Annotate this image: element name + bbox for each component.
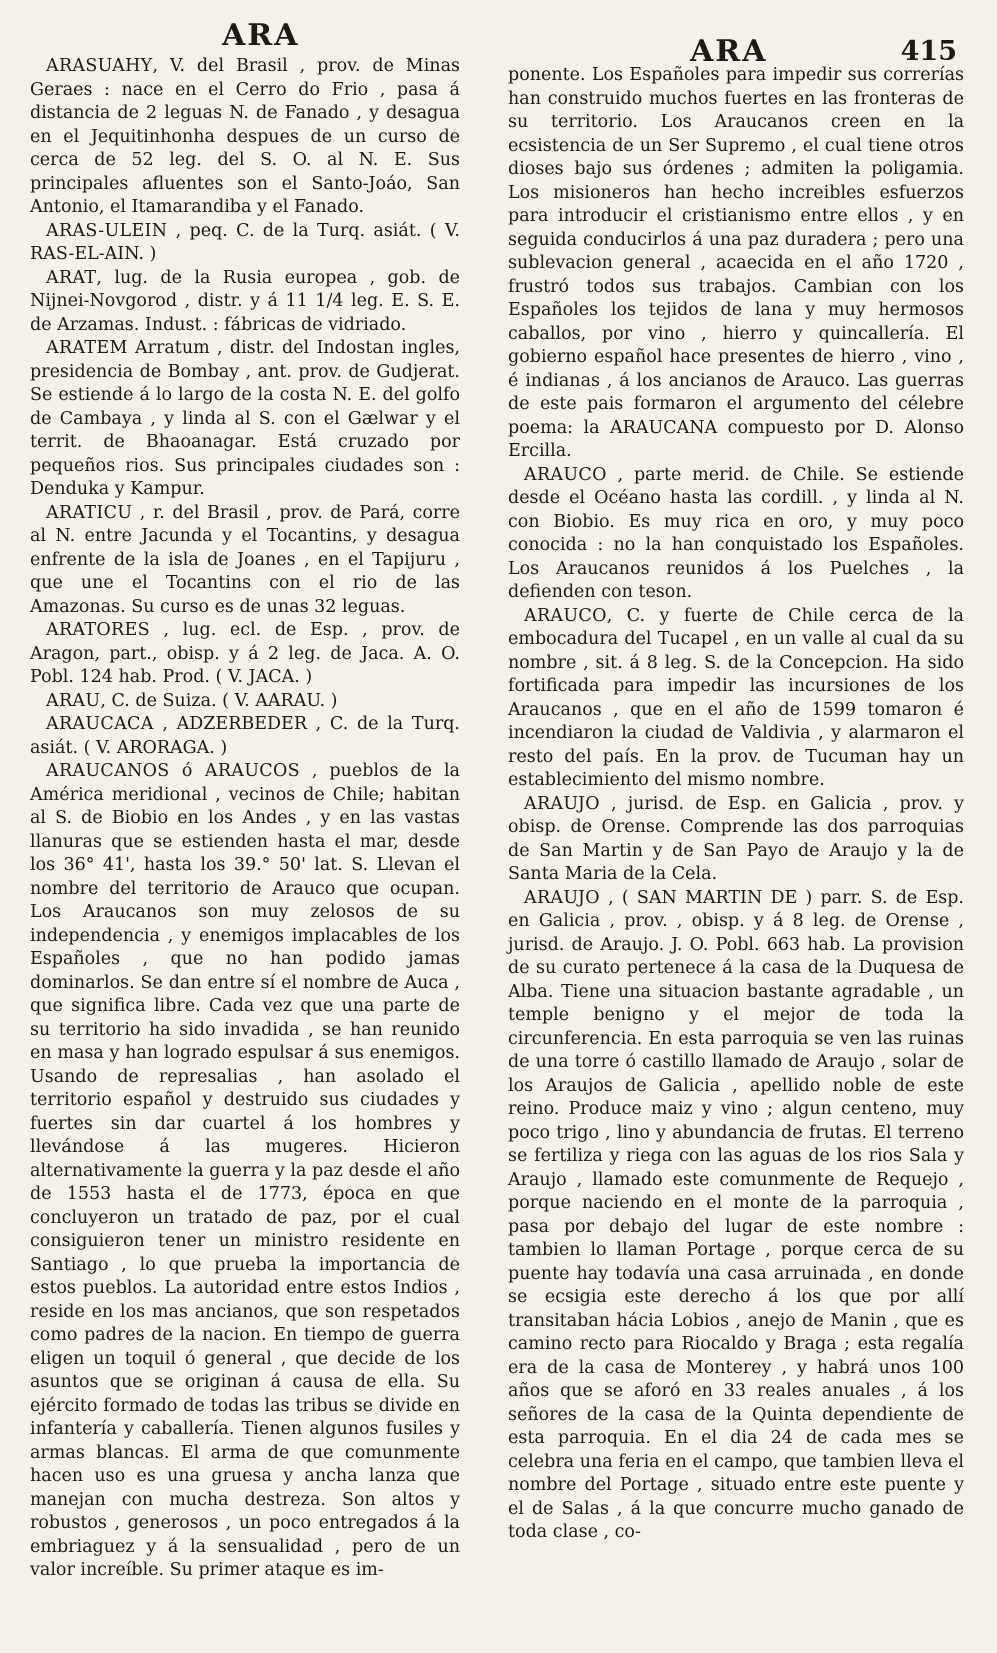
dictionary-entry [508,793,964,887]
dictionary-entry [30,619,460,690]
right-column [508,64,964,1545]
entry-headword: ARAUJO [524,793,600,814]
entry-text: , jurisd. de Esp. en Galicia , prov. y obisp. de Orense. Comprende las dos parroquias de San Martin y de San Payo de Araujo y la de Santa Maria de la Cela. [508,793,964,884]
entry-headword: ARAUCO [524,464,607,485]
entry-headword: ARASUAHY [46,56,153,76]
entry-text: , ( SAN MARTIN DE ) parr. S. de Esp. en Galicia , prov. , obisp. y á 8 leg. de Orense , jurisd. de Araujo. J. O. Pobl. 663 hab. La provision de su curato pertenece á la casa de la Duquesa de Alba. Tiene una situacion bastante agradable , un temple benigno y el mejor de toda la circunferencia. En esta parroquia se ven las ruinas de una torre ó castillo llamado de Araujo , solar de los Araujos de Galicia , apellido noble de este reino. Produce maiz y vino ; algun centeno, muy poco trigo , lino y abundancia de frutas. El terreno se fertiliza y riega con las aguas de los rios Sala y Araujo , llamado este comunmente de Requejo , porque naciendo en el monte de la parroquia , pasa por debajo del lugar de este nombre : tambien lo llaman Portage , porque cerca de su puente hay todavía una casa arruinada , en donde se ecsigia este derecho á los que por allí transitaban hácia Lobios , anejo de Manin , que es camino recto para Riocaldo y Braga ; esta regalía era de la casa de Monterey , y habrá unos 100 años que se aforó en 33 reales anuales , á los señores de la casa de la Quinta dependiente de esta parroquia. En el dia 24 de cada mes se celebra una feria en el campo, que tambien lleva el nombre del Portage , situado entre este puente y el de Salas , á la que concurre mucho ganado de toda clase , co- [508,887,964,1542]
entry-text: , lug. ecl. de Esp. , prov. de Aragon, part., obisp. y á 2 leg. de Jaca. A. O. Pobl. 124 hab. Prod. ( V. JACA. ) [30,620,460,687]
entry-text: , C. y fuerte de Chile cerca de la embocadura del Tucapel , en un valle al cual da su nombre , sit. á 8 leg. S. de la Concepcion. Ha sido fortificada para impedir las incursiones de los Araucanos , que en el año de 1599 tomaron é incendiaron la ciudad de Valdivia , y alarmaron el resto del país. En la prov. de Tucuman hay un establecimiento del mismo nombre. [508,605,964,790]
entry-headword: ARAUJO [524,887,600,908]
dictionary-entry [30,690,460,714]
entry-text: , pueblos de la América meridional , vecinos de Chile; habitan al S. de Biobio en los Andes , y en las vastas llanuras que se estienden hasta el mar, desde los 36° 41', hasta los 39.° 50' lat. S. Llevan el nombre del territorio de Arauco que ocupan. Los Araucanos son muy zelosos de su independencia , y enemigos implacables de los Españoles , que no han podido jamas dominarlos. Se dan entre sí el nombre de Auca , que significa libre. Cada vez que una parte de su territorio ha sido invadida , se han reunido en masa y han logrado espulsar á sus enemigos. Usando de represalias , han asolado el territorio español y destruido sus ciudades y fuertes sin dar cuartel á los hombres y llevándose á las mugeres. Hicieron alternativamente la guerra y la paz desde el año de 1553 hasta el de 1773, época en que concluyeron un tratado de paz, por el cual consiguieron tener un ministro residente en Santiago , lo que prueba la importancia de estos pueblos. La autoridad entre estos Indios , reside en los mas ancianos, que son respetados como padres de la nacion. En tiempo de guerra eligen un toquil ó general , que decide de los asuntos que se originan á causa de ella. Su ejército formado de todas las tribus se divide en infantería y caballería. Tienen algunos fusiles y armas blancas. El arma de que comunmente hacen uso es una gruesa y ancha lanza que manejan con mucha destreza. Son altos y robustos , generosos , un poco entregados á la embriaguez y á la sensualidad , pero de un valor increíble. Su primer ataque es im- [30,761,460,1580]
entry-text: , peq. C. de la Turq. asiát. ( V. RAS-EL-AIN. ) [30,220,460,264]
entry-text: , lug. de la Rusia europea , gob. de Nijnei-Novgorod , distr. y á 11 1/4 leg. E. S. E. de Arzamas. Indust. : fábricas de vidriado. [30,267,460,335]
dictionary-entry [30,220,460,267]
entry-headword: ARATEM [46,338,128,358]
page-number: 415 [900,36,957,67]
dictionary-entry [508,64,964,464]
entry-text: , C. de Suiza. ( V. AARAU. ) [100,690,338,711]
dictionary-entry [30,502,460,620]
entry-headword: ARATORES [46,620,150,640]
entry-headword: ARAS-ULEIN [46,220,168,241]
dictionary-entry [508,887,964,1545]
dictionary-entry [508,464,964,605]
entry-text: Arratum , distr. del Indostan ingles, presidencia de Bombay , ant. prov. de Gudjerat. Se estiende á lo largo de la costa N. E. del golfo de Cambaya , y linda al S. con el Gælwar y el territ. de Bhaoanagar. Está cruzado por pequeños rios. Sus principales ciudades son : Denduka y Kampur. [30,338,460,499]
entry-text: ponente. Los Españoles para impedir sus correrías han construido muchos fuertes en las fronteras de su territorio. Los Araucanos creen en la ecsistencia de un Ser Supremo , el cual tiene otros dioses bajo sus órdenes ; admiten la poligamia. Los misioneros han hecho increibles esfuerzos para introducir el cristianismo entre ellos , y en seguida conducirlos á una paz duradera ; pero una sublevacion general , acaecida en el año 1720 , frustró todos sus trabajos. Cambian con los Españoles los tejidos de lana y muy hermosos caballos, por vino , hierro y quincallería. El gobierno español hace presentes de hierro , vino , é indianas , á los ancianos de Arauco. Las guerras de este pais formaron el argumento del célebre poema: la ARAUCANA compuesto por D. Alonso Ercilla. [508,65,964,461]
entry-text: , V. del Brasil , prov. de Minas Geraes : nace en el Cerro do Frio , pasa á distancia de 2 leguas N. de Fanado , y desagua en el Jequitinhonha despues de un curso de cerca de 52 leg. del S. O. al N. E. Sus principales afluentes son el Santo-Joáo, San Antonio, el Itamarandiba y el Fanado. [30,56,460,217]
entry-text: , parte merid. de Chile. Se estiende desde el Océano hasta las cordill. , y linda al N. con Biobio. Es muy rica en oro, y muy poco conocida : no la han conquistado los Españoles. Los Araucanos reunidos á los Puelches , la defienden con teson. [508,464,964,602]
dictionary-entry [30,267,460,338]
dictionary-entry [508,605,964,793]
left-running-head: ARA [222,18,300,53]
entry-text: , ADZERBEDER , C. de la Turq. asiát. ( V. ARORAGA. ) [30,714,460,758]
dictionary-entry [30,55,460,220]
dictionary-entry [30,713,460,760]
entry-headword: ARAT [46,267,97,288]
right-running-head: ARA [690,34,768,69]
entry-headword: ARATICU [46,502,133,523]
entry-text: , r. del Brasil , prov. de Pará, corre al N. entre Jacunda y el Tocantins, y desagua enfrente de la isla de Joanes , en el Tapijuru , que une el Tocantins con el rio de las Amazonas. Su curso es de unas 32 leguas. [30,502,460,617]
entry-headword: ARAUCANOS ó ARAUCOS [46,761,300,781]
entry-headword: ARAU [46,690,101,711]
dictionary-entry [30,760,460,1583]
entry-headword: ARAUCO [524,605,607,626]
dictionary-entry [30,337,460,502]
entry-headword: ARAUCACA [46,714,154,734]
left-column [30,55,460,1583]
